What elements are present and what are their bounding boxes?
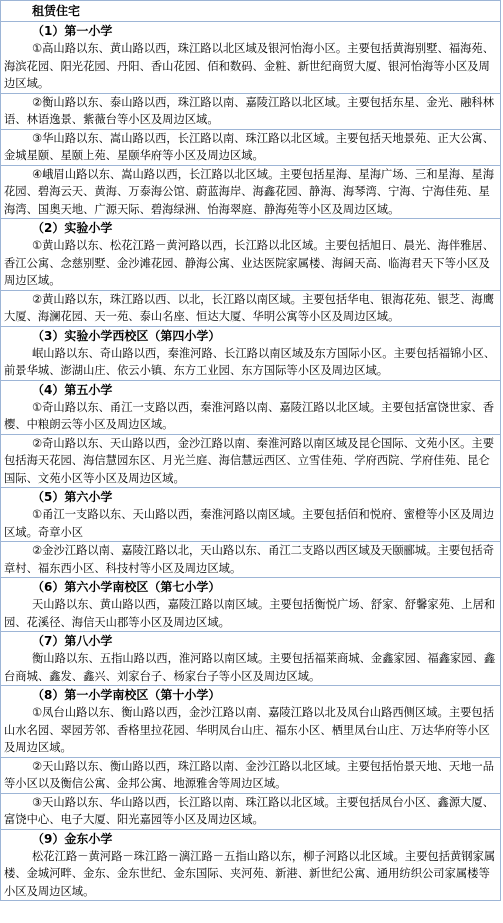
zone-paragraph: 松花江路－黄河路－珠江路－漓江路－五指山路以东，柳子河路以北区域。主要包括黄钢家属楼、金城河畔、金东、金东世纪、金东国际、夹河苑、新港、新世纪公寓、通用纺织公司家属楼等小区及周边区域。	[4, 849, 496, 898]
zone-paragraph: 天山路以东、黄山路以西，嘉陵江路以南区域。主要包括衡悦广场、舒家、舒馨家苑、上居和园、花溪径、海信天山郡等小区及周边区域。	[4, 598, 496, 629]
zone-paragraph: ②衡山路以东、泰山路以西，珠江路以南、嘉陵江路以北区域。主要包括东星、金光、融科林语、林语逸景、紫薇台等小区及周边区域。	[1, 93, 500, 129]
school-heading: （5）第六小学	[32, 490, 113, 504]
document-title: 租赁住宅	[1, 1, 500, 22]
school-heading: （4）第五小学	[32, 382, 113, 397]
school-heading: （2）实验小学	[32, 221, 113, 235]
zone-paragraph: ②奇山路以东、天山路以西，金沙江路以南、秦淮河路以南区域及昆仑国际、文苑小区。主要包括海天花园、海信慧园东区、月光兰庭、海信慧远西区、立雪佳苑、学府西院、学府佳苑、昆仑国际、文苑小区等小区及周边区域。	[1, 434, 500, 488]
school-section	[1, 327, 500, 381]
zone-paragraph: ②天山路以东、衡山路以西，珠江路以南、金沙江路以北区域。主要包括怡景天地、天地一品等小区以及衡信公寓、金邦公寓、地源雅舍等周边区域。	[1, 757, 500, 793]
zone-paragraph: ①高山路以东、黄山路以西，珠江路以北区域及银河怡海小区。主要包括黄海别墅、福海苑、海滨花园、阳光花园、丹阳、香山花园、佰和数码、金粧、新世纪商贸大厦、银河怡海等小区及周边区域。	[4, 42, 495, 90]
school-sections	[1, 22, 500, 900]
school-heading: （1）第一小学	[32, 24, 113, 38]
zone-paragraph: ①甬江一支路以东、天山路以西，秦淮河路以南区域。主要包括佰和悦府、蜜橙等小区及周边区域。奇章小区	[4, 508, 495, 539]
school-heading: （6）第六小学南校区（第七小学）	[32, 580, 221, 594]
zone-paragraph: ①奇山路以东、甬江一支路以西，秦淮河路以南、嘉陵江路以北区域。主要包括富饶世家、香樱、中粮朗云等小区及周边区域。	[4, 400, 495, 431]
zone-paragraph: ①黄山路以东、松花江路－黄河路以西，长江路以北区域。主要包括旭日、晨光、海伴雅居、香江公寓、念慈别墅、金沙滩花园、静海公寓、业达医院家属楼、海阔天高、临海君天下等小区及周边区域。	[4, 239, 495, 287]
zone-paragraph: 岷山路以东、奇山路以西，秦淮河路、长江路以南区域及东方国际小区。主要包括福锦小区、前景华城、澎湖山庄、依云小镇、东方工业园、东方国际等小区及周边区域。	[4, 346, 496, 377]
school-section	[1, 578, 500, 632]
school-section	[1, 686, 500, 830]
zone-paragraph: ②金沙江路以南、嘉陵江路以北，天山路以东、甬江二支路以西区域及天颐郦城。主要包括奇章村、福东西小区、科技村等小区及周边区域。	[1, 541, 500, 577]
zone-paragraph: ②黄山路以东，珠江路以西、以北，长江路以南区域。主要包括华电、银海花苑、银芝、海鹰大厦、海澜花园、天一苑、泰山名座、恒达大厦、华明公寓等小区及周边区域。	[1, 290, 500, 326]
school-heading: （9）金东小学	[32, 831, 113, 846]
zone-paragraph: 衡山路以东、五指山路以西，淮河路以南区域。主要包括福莱商城、金鑫家园、福鑫家园、鑫台商城、鑫发、鑫兴、刘家台子、杨家台子等小区及周边区域。	[4, 652, 496, 683]
school-section	[1, 830, 500, 901]
school-heading: （3）实验小学西校区（第四小学）	[32, 328, 221, 343]
school-heading: （7）第八小学	[32, 634, 113, 648]
school-heading: （8）第一小学南校区（第十小学）	[32, 688, 221, 702]
school-section	[1, 488, 500, 578]
school-section	[1, 22, 500, 219]
zone-paragraph: ③华山路以东、嵩山路以西，长江路以南、珠江路以北区域。主要包括天地景苑、正大公寓、金城星颐、星颐上苑、星颐华府等小区及周边区域。	[1, 129, 500, 165]
zone-paragraph: ①凤台山路以东、衡山路以西，金沙江路以南、嘉陵江路以北及凤台山路西侧区域。主要包括山水名园、翠园芳邻、香格里拉花园、华明凤台山庄、福东小区、栖里凤台山庄、万达华府等小区及周边区域。	[4, 706, 495, 754]
school-section	[1, 381, 500, 489]
zone-paragraph: ④峨眉山路以东、嵩山路以西，长江路以北区域。主要包括星海、星海广场、三和星海、星海花园、碧海云天、黄海、万泰海公馆、蔚蓝海岸、海鑫花园、静海、海琴湾、宁海、宁海佳苑、星海湾、国奥天地、广源天际、碧海绿洲、怡海翠庭、静海苑等小区及周边区域。	[1, 165, 500, 219]
zone-paragraph: ③天山路以东、华山路以西，长江路以南、珠江路以北区域。主要包括凤台小区、鑫源大厦、富饶中心、电子大厦、阳光嘉园等小区及周边区域。	[1, 793, 500, 829]
school-section	[1, 219, 500, 327]
school-section	[1, 632, 500, 686]
